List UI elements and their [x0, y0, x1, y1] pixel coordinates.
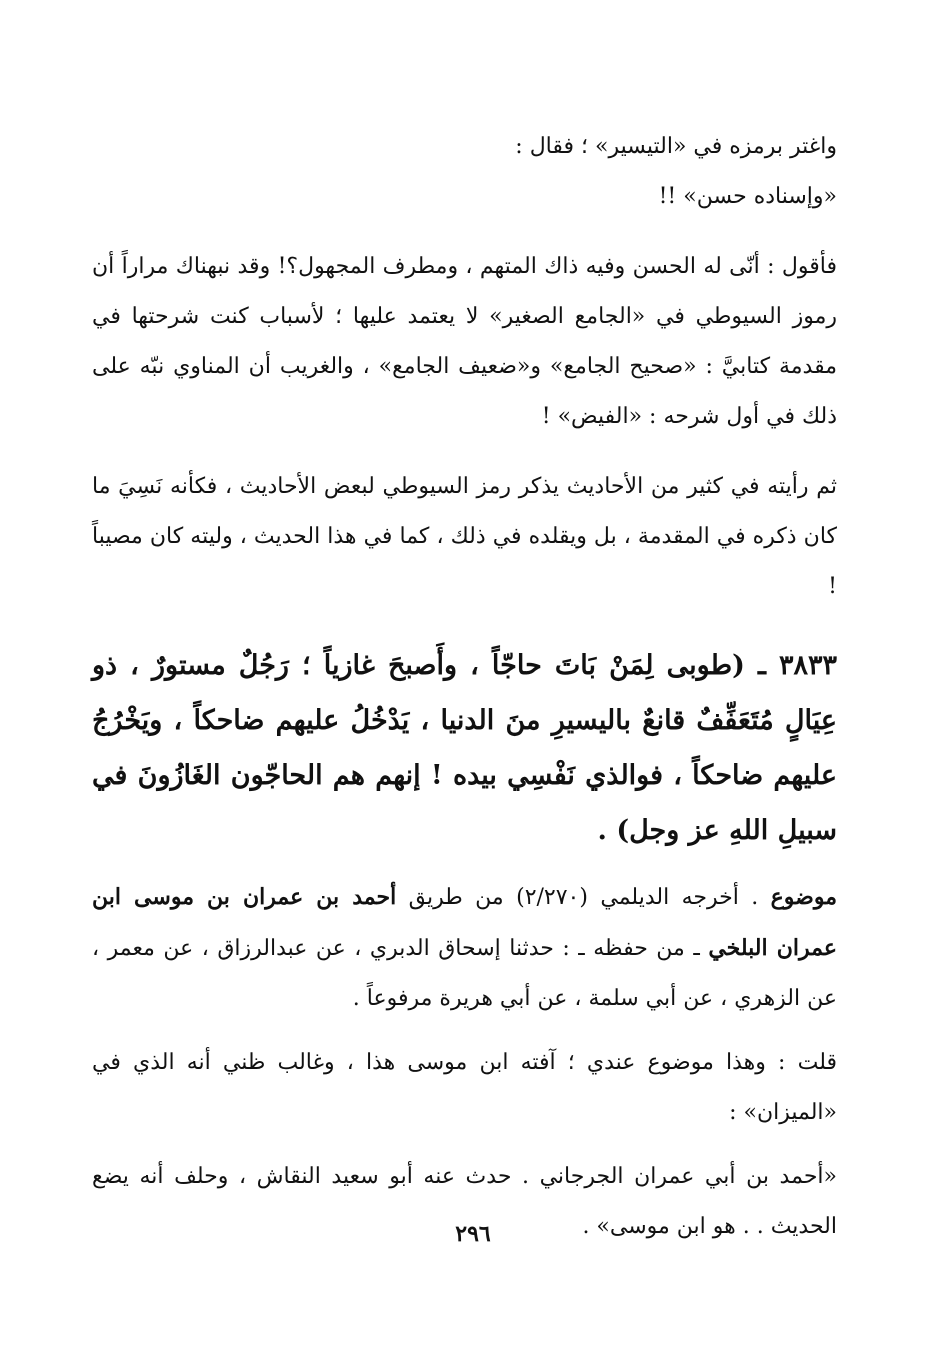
paragraph-1: واغتر برمزه في «التيسير» ؛ فقال :: [515, 134, 837, 159]
paragraph-3: فأقول : أنّى له الحسن وفيه ذاك المتهم ، ومطرف المجهول؟! وقد نبهناك مراراً أن رموز السيوطي في «الجامع الصغير» لا يعتمد عليها ؛ لأسباب كنت شرحتها في مقدمة كتابيَّ : «صحيح الجامع» و«ضعيف الجامع» ، والغريب أن المناوي نبّه على ذلك في أول شرحه : «الفيض» !: [92, 254, 837, 429]
paragraph-6: قلت : وهذا موضوع عندي ؛ آفته ابن موسى هذا ، وغالب ظني أنه الذي في «الميزان» :: [92, 1050, 837, 1125]
paragraph-5: [92, 872, 837, 1024]
paragraph-2: «وإسناده حسن» !!: [658, 184, 837, 209]
page-body: [92, 122, 837, 1252]
paragraph-7: «أحمد بن أبي عمران الجرجاني . حدث عنه أبو سعيد النقاش ، وحلف أنه يضع الحديث . . هو ابن موسى» .: [92, 1164, 837, 1239]
paragraph-5-end: ـ من حفظه ـ : حدثنا إسحاق الدبري ، عن عبدالرزاق ، عن معمر ، عن الزهري ، عن أبي سلمة ، عن أبي هريرة مرفوعاً .: [92, 936, 837, 1011]
hadith-text: ٣٨٣٣ ـ (طوبى لِمَنْ بَاتَ حاجّاً ، وأَصبحَ غازياً ؛ رَجُلٌ مستورٌ ، ذو عِيَالٍ مُتَعَفِّفٌ قانعٌ باليسيرِ منَ الدنيا ، يَدْخُلُ عليهم ضاحكاً ، ويَخْرُجُ عليهم ضاحكاً ، فوالذي نَفْسِي بيده ! إنهم هم الحاجّون الغَازُونَ في سبيلِ اللهِ عز وجل) .: [92, 650, 837, 846]
paragraph-4: ثم رأيته في كثير من الأحاديث يذكر رمز السيوطي لبعض الأحاديث ، فكأنه نَسِيَ ما كان ذكره في المقدمة ، بل ويقلده في ذلك ، كما في هذا الحديث ، وليته كان مصيباً !: [92, 474, 837, 599]
paragraph-5-mid: . أخرجه الديلمي (٢/٢٧٠) من طريق: [408, 885, 759, 910]
narrator-name: أحمد بن عمران بن موسى ابن عمران البلخي: [92, 884, 838, 961]
grading-label: موضوع: [770, 884, 837, 910]
page-number: ٢٩٦: [455, 1221, 491, 1247]
